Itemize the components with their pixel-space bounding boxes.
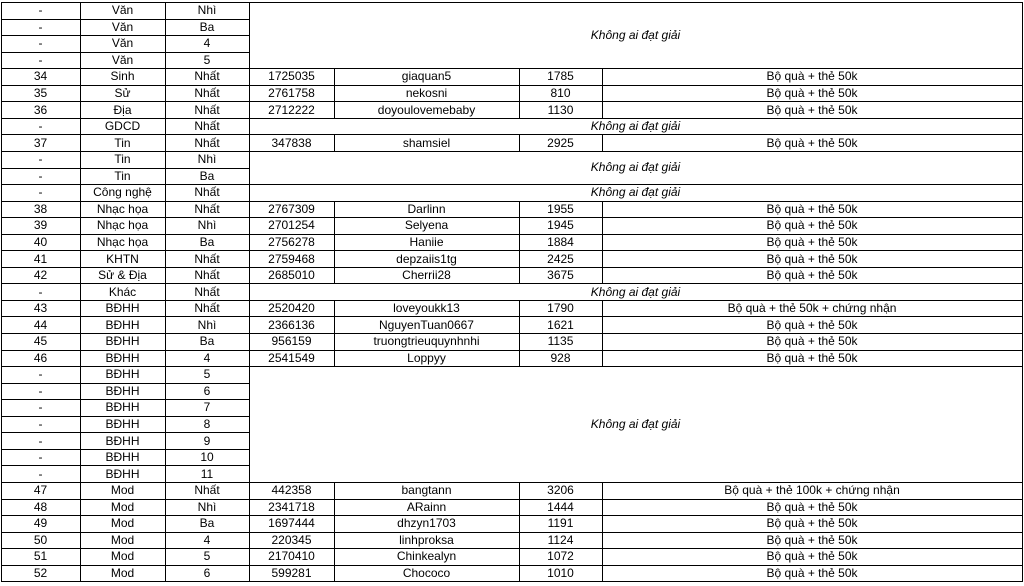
score-cell: 1621 <box>547 317 574 332</box>
score-cell: 2925 <box>547 135 574 150</box>
row-divider <box>1 482 249 483</box>
rank-cell: Nhất <box>194 301 220 316</box>
subject-cell: Văn <box>111 19 134 34</box>
stt-cell: - <box>38 168 43 183</box>
subject-cell: Tin <box>114 168 131 183</box>
prize-cell: Bộ quà + thẻ 50k <box>766 532 858 547</box>
subject-cell: Văn <box>111 36 134 51</box>
row-divider <box>249 482 1023 483</box>
row-divider <box>1 548 249 549</box>
subject-cell: BĐHH <box>105 383 140 398</box>
subject-cell: Mod <box>110 499 135 514</box>
stt-cell: - <box>38 19 43 34</box>
username-cell: Darlinn <box>407 201 446 216</box>
column-divider <box>1 2 2 582</box>
score-cell: 1444 <box>547 499 574 514</box>
stt-cell: - <box>38 152 43 167</box>
prize-cell: Bộ quà + thẻ 50k <box>766 334 858 349</box>
score-cell: 1072 <box>547 549 574 564</box>
row-divider <box>1 151 249 152</box>
stt-cell: - <box>38 284 43 299</box>
user-id-cell: 1697444 <box>268 516 315 531</box>
row-divider <box>1 416 249 417</box>
subject-cell: Mod <box>110 565 135 580</box>
score-cell: 1191 <box>547 516 574 531</box>
user-id-cell: 220345 <box>271 532 312 547</box>
score-cell: 1135 <box>547 334 574 349</box>
row-divider <box>1 449 249 450</box>
subject-cell: Nhạc họa <box>96 201 149 216</box>
prize-cell: Bộ quà + thẻ 50k <box>766 499 858 514</box>
row-divider <box>1 201 249 202</box>
rank-cell: Nhất <box>194 135 220 150</box>
prize-cell: Bộ quà + thẻ 50k <box>766 268 858 283</box>
subject-cell: GDCD <box>104 119 141 134</box>
column-divider <box>519 300 520 367</box>
user-id-cell: 2761758 <box>268 86 315 101</box>
username-cell: shamsiel <box>402 135 451 150</box>
prize-cell: Bộ quà + thẻ 50k <box>766 565 858 580</box>
rank-cell: Nhì <box>197 317 217 332</box>
row-divider <box>1 101 249 102</box>
stt-cell: 37 <box>33 135 48 150</box>
username-cell: loveyoukk13 <box>393 301 460 316</box>
row-divider <box>1 565 249 566</box>
rank-cell: Nhất <box>194 268 220 283</box>
prize-cell: Bộ quà + thẻ 100k + chứng nhận <box>724 483 900 498</box>
row-divider <box>1 316 249 317</box>
score-cell: 1124 <box>547 532 574 547</box>
user-id-cell: 2520420 <box>268 301 315 316</box>
stt-cell: - <box>38 367 43 382</box>
rank-cell: Nhì <box>197 3 217 18</box>
stt-cell: - <box>38 52 43 67</box>
rank-cell: Ba <box>199 334 215 349</box>
stt-cell: - <box>38 417 43 432</box>
rank-cell: Nhất <box>194 251 220 266</box>
stt-cell: - <box>38 400 43 415</box>
subject-cell: Tin <box>114 135 131 150</box>
rank-cell: Nhất <box>194 102 220 117</box>
row-divider <box>1 399 249 400</box>
stt-cell: 44 <box>33 317 48 332</box>
score-cell: 1955 <box>547 201 574 216</box>
row-divider <box>1 217 249 218</box>
subject-cell: Mod <box>110 549 135 564</box>
user-id-cell: 956159 <box>271 334 312 349</box>
row-divider <box>249 366 1023 367</box>
no-winner-note: Không ai đạt giải <box>590 185 681 200</box>
stt-cell: - <box>38 450 43 465</box>
column-divider <box>602 68 603 119</box>
row-divider <box>1 168 249 169</box>
row-divider <box>249 2 1023 3</box>
stt-cell: 50 <box>33 532 48 547</box>
stt-cell: 45 <box>33 334 48 349</box>
user-id-cell: 2759468 <box>268 251 315 266</box>
stt-cell: 48 <box>33 499 48 514</box>
prize-cell: Bộ quà + thẻ 50k <box>766 135 858 150</box>
column-divider <box>80 2 81 582</box>
username-cell: doyoulovemebaby <box>377 102 476 117</box>
rank-cell: Nhất <box>194 69 220 84</box>
row-divider <box>249 250 1023 251</box>
row-divider <box>1 532 249 533</box>
column-divider <box>519 134 520 152</box>
column-divider <box>334 201 335 284</box>
username-cell: ARainn <box>406 499 447 514</box>
no-winner-note: Không ai đạt giải <box>590 284 681 299</box>
row-divider <box>1 350 249 351</box>
username-cell: depzaiis1tg <box>396 251 457 266</box>
row-divider <box>249 316 1023 317</box>
user-id-cell: 2685010 <box>268 268 315 283</box>
stt-cell: 49 <box>33 516 48 531</box>
rank-cell: Nhì <box>197 499 217 514</box>
subject-cell: BĐHH <box>105 317 140 332</box>
row-divider <box>249 333 1023 334</box>
rank-cell: Nhì <box>197 218 217 233</box>
rank-cell: 7 <box>203 400 211 415</box>
rank-cell: Ba <box>199 516 215 531</box>
subject-cell: BĐHH <box>105 400 140 415</box>
no-winner-note: Không ai đạt giải <box>590 417 681 432</box>
row-divider <box>1 465 249 466</box>
rank-cell: 6 <box>203 565 211 580</box>
rank-cell: Ba <box>199 234 215 249</box>
score-cell: 2425 <box>547 251 574 266</box>
row-divider <box>249 201 1023 202</box>
rank-cell: Nhì <box>197 152 217 167</box>
username-cell: bangtann <box>401 483 452 498</box>
subject-cell: BĐHH <box>105 301 140 316</box>
row-divider <box>249 350 1023 351</box>
stt-cell: 52 <box>33 565 48 580</box>
row-divider <box>249 283 1023 284</box>
subject-cell: BĐHH <box>105 433 140 448</box>
column-divider <box>334 134 335 152</box>
row-divider <box>1 383 249 384</box>
username-cell: giaquan5 <box>401 69 452 84</box>
column-divider <box>1022 2 1023 582</box>
prize-cell: Bộ quà + thẻ 50k <box>766 218 858 233</box>
username-cell: Chinkealyn <box>396 549 457 564</box>
user-id-cell: 599281 <box>271 565 312 580</box>
column-divider <box>334 300 335 367</box>
row-divider <box>1 35 249 36</box>
rank-cell: 8 <box>203 417 211 432</box>
subject-cell: KHTN <box>106 251 139 266</box>
username-cell: NguyenTuan0667 <box>379 317 474 332</box>
stt-cell: - <box>38 433 43 448</box>
rank-cell: Nhất <box>194 119 220 134</box>
prize-cell: Bộ quà + thẻ 50k <box>766 317 858 332</box>
column-divider <box>334 68 335 119</box>
row-divider <box>249 532 1023 533</box>
stt-cell: 36 <box>33 102 48 117</box>
stt-cell: - <box>38 185 43 200</box>
subject-cell: Sử <box>114 86 131 101</box>
no-winner-note: Không ai đạt giải <box>590 28 681 43</box>
row-divider <box>1 234 249 235</box>
prize-cell: Bộ quà + thẻ 50k <box>766 350 858 365</box>
row-divider <box>249 565 1023 566</box>
subject-cell: BĐHH <box>105 350 140 365</box>
subject-cell: BĐHH <box>105 334 140 349</box>
score-cell: 928 <box>550 350 571 365</box>
subject-cell: Sử & Địa <box>98 268 147 283</box>
prize-cell: Bộ quà + thẻ 50k <box>766 549 858 564</box>
user-id-cell: 442358 <box>271 483 312 498</box>
subject-cell: Văn <box>111 3 134 18</box>
row-divider <box>1 134 249 135</box>
user-id-cell: 2701254 <box>268 218 315 233</box>
stt-cell: 47 <box>33 483 48 498</box>
score-cell: 1130 <box>547 102 574 117</box>
rank-cell: 11 <box>200 466 214 481</box>
rank-cell: Nhất <box>194 284 220 299</box>
user-id-cell: 2712222 <box>268 102 315 117</box>
column-divider <box>602 482 603 582</box>
prize-cell: Bộ quà + thẻ 50k <box>766 102 858 117</box>
user-id-cell: 2541549 <box>268 350 315 365</box>
prize-cell: Bộ quà + thẻ 50k <box>766 516 858 531</box>
no-winner-note: Không ai đạt giải <box>590 119 681 134</box>
row-divider <box>1 2 249 3</box>
column-divider <box>519 482 520 582</box>
row-divider <box>1 515 249 516</box>
column-divider <box>334 482 335 582</box>
column-divider <box>519 68 520 119</box>
stt-cell: - <box>38 36 43 51</box>
row-divider <box>249 184 1023 185</box>
subject-cell: Sinh <box>110 69 135 84</box>
username-cell: Haniie <box>409 234 444 249</box>
row-divider <box>249 300 1023 301</box>
rank-cell: Nhất <box>194 185 220 200</box>
no-winner-note: Không ai đạt giải <box>590 160 681 175</box>
row-divider <box>249 234 1023 235</box>
rank-cell: 9 <box>203 433 211 448</box>
stt-cell: 43 <box>33 301 48 316</box>
row-divider <box>249 151 1023 152</box>
row-divider <box>1 118 249 119</box>
row-divider <box>249 267 1023 268</box>
rank-cell: Nhất <box>194 86 220 101</box>
score-cell: 1010 <box>547 565 574 580</box>
stt-cell: - <box>38 383 43 398</box>
column-divider <box>519 201 520 284</box>
row-divider <box>249 134 1023 135</box>
user-id-cell: 2767309 <box>268 201 315 216</box>
subject-cell: Công nghệ <box>93 185 152 200</box>
score-cell: 810 <box>550 86 571 101</box>
stt-cell: - <box>38 3 43 18</box>
row-divider <box>1 432 249 433</box>
row-divider <box>249 118 1023 119</box>
prize-cell: Bộ quà + thẻ 50k <box>766 201 858 216</box>
user-id-cell: 347838 <box>271 135 312 150</box>
subject-cell: Mod <box>110 516 135 531</box>
stt-cell: 40 <box>33 234 48 249</box>
subject-cell: Văn <box>111 52 134 67</box>
row-divider <box>1 85 249 86</box>
row-divider <box>1 52 249 53</box>
user-id-cell: 2341718 <box>268 499 315 514</box>
user-id-cell: 2170410 <box>268 549 315 564</box>
prize-cell: Bộ quà + thẻ 50k + chứng nhận <box>727 301 897 316</box>
row-divider <box>249 581 1023 582</box>
rank-cell: 10 <box>200 450 214 465</box>
stt-cell: - <box>38 466 43 481</box>
prize-cell: Bộ quà + thẻ 50k <box>766 234 858 249</box>
stt-cell: - <box>38 119 43 134</box>
rank-cell: 5 <box>203 367 211 382</box>
column-divider <box>602 300 603 367</box>
row-divider <box>249 85 1023 86</box>
subject-cell: BĐHH <box>105 466 140 481</box>
rank-cell: 4 <box>203 350 211 365</box>
row-divider <box>1 333 249 334</box>
stt-cell: 46 <box>33 350 48 365</box>
username-cell: Chococo <box>402 565 451 580</box>
stt-cell: 38 <box>33 201 48 216</box>
user-id-cell: 2756278 <box>268 234 315 249</box>
rank-cell: 6 <box>203 383 211 398</box>
score-cell: 1790 <box>547 301 574 316</box>
rank-cell: Nhất <box>194 201 220 216</box>
subject-cell: Khác <box>108 284 137 299</box>
rank-cell: Nhất <box>194 483 220 498</box>
rank-cell: Ba <box>199 19 215 34</box>
score-cell: 1884 <box>547 234 574 249</box>
subject-cell: Nhạc họa <box>96 218 149 233</box>
score-cell: 3206 <box>547 483 574 498</box>
stt-cell: 35 <box>33 86 48 101</box>
rank-cell: 5 <box>203 52 211 67</box>
row-divider <box>249 101 1023 102</box>
username-cell: dhzyn1703 <box>397 516 456 531</box>
username-cell: linhproksa <box>399 532 454 547</box>
score-cell: 3675 <box>547 268 574 283</box>
row-divider <box>1 581 249 582</box>
rank-cell: 5 <box>203 549 211 564</box>
username-cell: truongtrieuquynhnhi <box>373 334 480 349</box>
username-cell: Selyena <box>404 218 449 233</box>
subject-cell: BĐHH <box>105 417 140 432</box>
subject-cell: Mod <box>110 483 135 498</box>
column-divider <box>602 201 603 284</box>
row-divider <box>1 19 249 20</box>
subject-cell: Tin <box>114 152 131 167</box>
subject-cell: Nhạc họa <box>96 234 149 249</box>
row-divider <box>1 366 249 367</box>
username-cell: Cherrii28 <box>402 268 451 283</box>
column-divider <box>602 134 603 152</box>
row-divider <box>249 217 1023 218</box>
prize-cell: Bộ quà + thẻ 50k <box>766 86 858 101</box>
username-cell: Loppyy <box>407 350 446 365</box>
row-divider <box>249 548 1023 549</box>
rank-cell: Ba <box>199 168 215 183</box>
rank-cell: 4 <box>203 36 211 51</box>
row-divider <box>1 283 249 284</box>
row-divider <box>1 184 249 185</box>
stt-cell: 34 <box>33 69 48 84</box>
subject-cell: Địa <box>113 102 132 117</box>
column-divider <box>165 2 166 582</box>
score-cell: 1785 <box>547 69 574 84</box>
subject-cell: BĐHH <box>105 450 140 465</box>
column-divider <box>249 2 250 582</box>
stt-cell: 51 <box>33 549 48 564</box>
score-cell: 1945 <box>547 218 574 233</box>
row-divider <box>1 250 249 251</box>
rank-cell: 4 <box>203 532 211 547</box>
row-divider <box>249 68 1023 69</box>
row-divider <box>249 499 1023 500</box>
prize-cell: Bộ quà + thẻ 50k <box>766 251 858 266</box>
prize-cell: Bộ quà + thẻ 50k <box>766 69 858 84</box>
user-id-cell: 1725035 <box>268 69 315 84</box>
row-divider <box>1 68 249 69</box>
stt-cell: 42 <box>33 268 48 283</box>
subject-cell: Mod <box>110 532 135 547</box>
stt-cell: 41 <box>33 251 48 266</box>
row-divider <box>1 499 249 500</box>
row-divider <box>249 515 1023 516</box>
subject-cell: BĐHH <box>105 367 140 382</box>
row-divider <box>1 300 249 301</box>
stt-cell: 39 <box>33 218 48 233</box>
username-cell: nekosni <box>405 86 448 101</box>
row-divider <box>1 267 249 268</box>
user-id-cell: 2366136 <box>268 317 315 332</box>
